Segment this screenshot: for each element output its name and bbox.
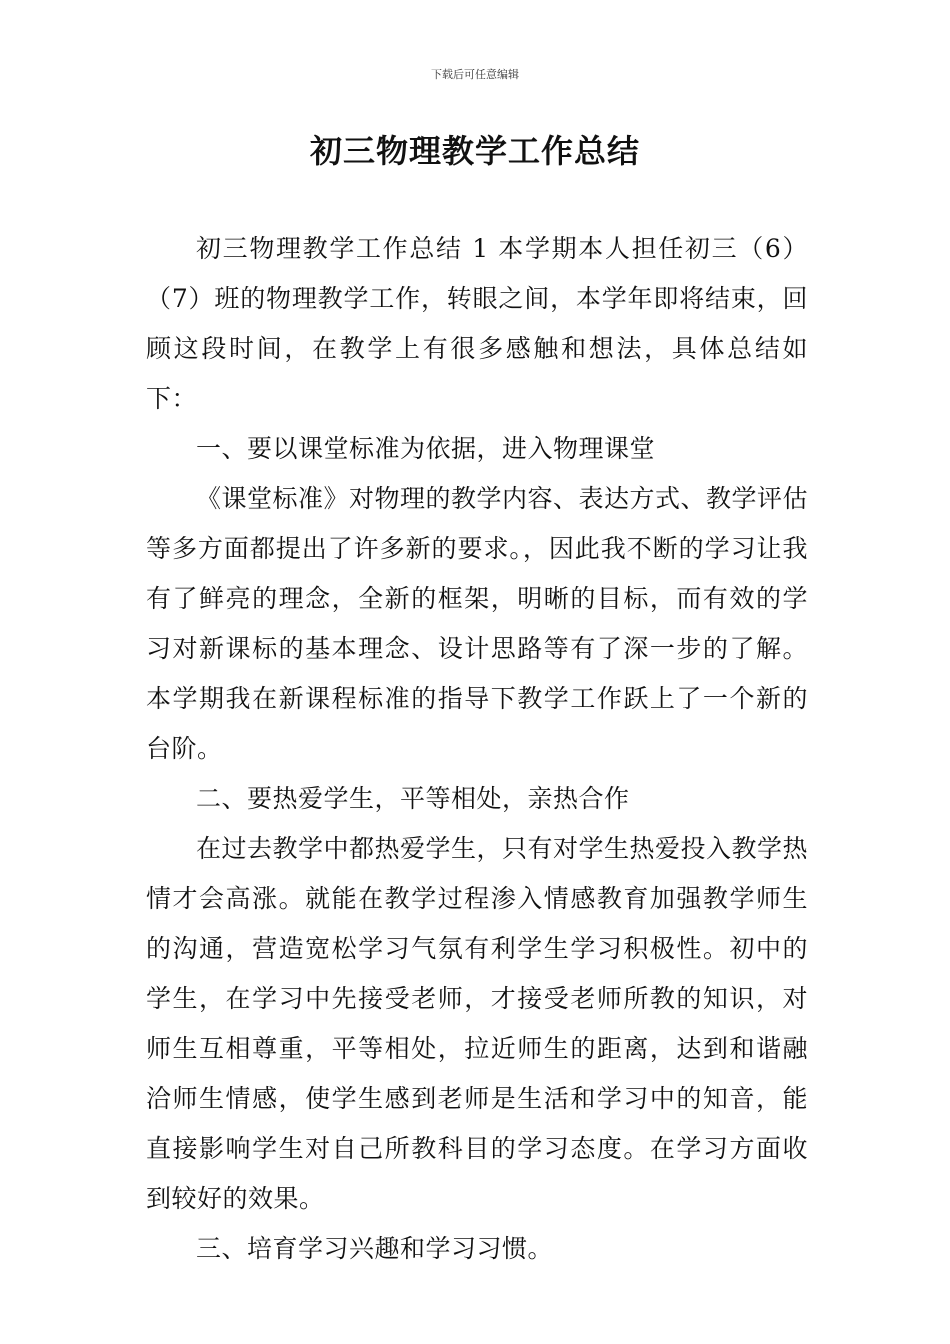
section-heading-2: 二、要热爱学生，平等相处，亲热合作 bbox=[196, 784, 630, 813]
header-note: 下载后可任意编辑 bbox=[431, 68, 519, 81]
page-title: 初三物理教学工作总结 bbox=[309, 132, 640, 170]
section-heading-1: 一、要以课堂标准为依据，进入物理课堂 bbox=[196, 434, 656, 463]
paragraph-section-2: 在过去教学中都热爱学生，只有对学生热爱投入教学热情才会高涨。就能在教学过程渗入情感教育加强教学师生的沟通，营造宽松学习气氛有利学生学习积极性。初中的学生，在学习中先接受老师，才接受老师所教的知识，对师生互相尊重，平等相处，拉近师生的距离，达到和谐融洽师生情感，使学生感到老师是生活和学习中的知音，能直接影响学生对自己所教科目的学习态度。在学习方面收到较好的效果。 bbox=[146, 834, 809, 1213]
section-heading-3: 三、培育学习兴趣和学习习惯。 bbox=[196, 1234, 554, 1263]
paragraph-section-1: 《课堂标准》对物理的教学内容、表达方式、教学评估等多方面都提出了许多新的要求。，因此我不断的学习让我有了鲜亮的理念，全新的框架，明晰的目标，而有效的学习对新课标的基本理念、设计思路等有了深一步的了解。本学期我在新课程标准的指导下教学工作跃上了一个新的台阶。 bbox=[146, 484, 809, 763]
paragraph-intro: 初三物理教学工作总结 1 本学期本人担任初三（6）（7）班的物理教学工作，转眼之间，本学年即将结束，回顾这段时间，在教学上有很多感触和想法，具体总结如下： bbox=[146, 234, 808, 413]
document-body bbox=[146, 224, 808, 1274]
